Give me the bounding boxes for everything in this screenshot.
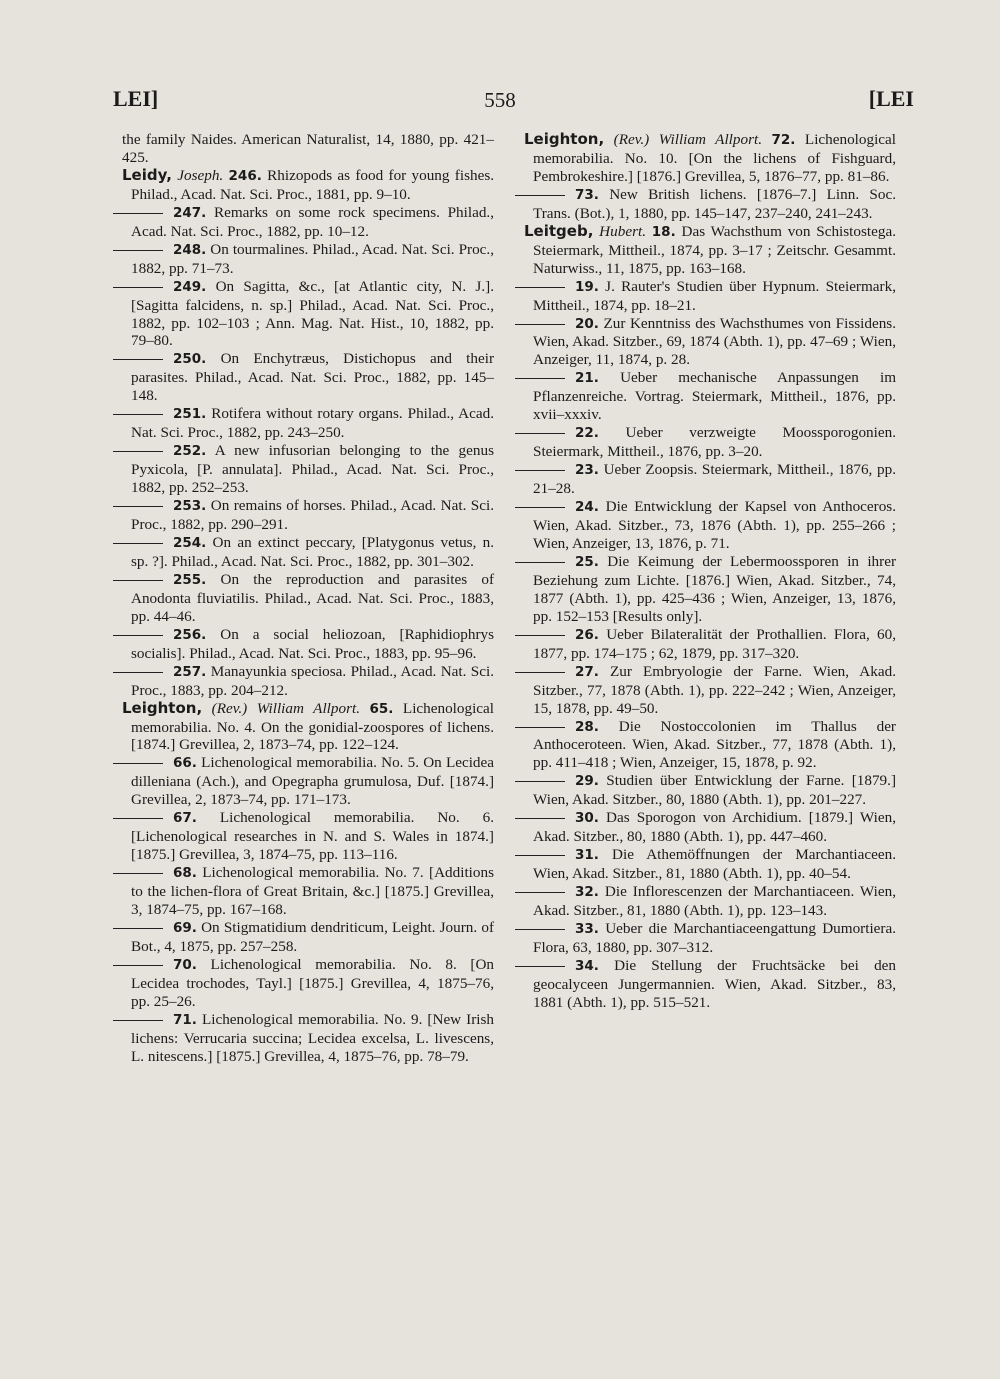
entry-text: Die Entwicklung der Kapsel von Anthoceros. Wien, Akad. Sitzber., 73, 1876 (Abth. 1), pp. 255–266 ; Wien, Anzeiger, 13, 1876, p. 71. xyxy=(533,498,896,552)
bibliography-entry xyxy=(524,920,896,957)
entry-text: On the reproduction and parasites of Anodonta fluviatilis. Philad., Acad. Nat. Sci. Proc., 1883, pp. 44–46. xyxy=(131,570,495,625)
entry-number: 73. xyxy=(575,186,599,203)
ditto-dash xyxy=(515,855,565,856)
entry-text: Rhizopods as food for young fishes. Philad., Acad. Nat. Sci. Proc., 1881, pp. 9–10. xyxy=(131,166,495,203)
bibliography-entry xyxy=(524,131,896,186)
entry-number: 71. xyxy=(173,1011,197,1028)
entry-number: 67. xyxy=(173,810,197,827)
author-surname: Leidy, xyxy=(122,165,172,184)
ditto-dash xyxy=(515,507,565,508)
ditto-dash xyxy=(515,892,565,893)
entry-text: Das Sporogon von Archidium. [1879.] Wien, Akad. Sitzber., 80, 1880 (Abth. 1), pp. 447–460. xyxy=(533,809,896,846)
ditto-dash xyxy=(515,378,565,379)
bibliography-entry xyxy=(122,534,494,571)
bibliography-entry xyxy=(524,883,896,920)
entry-number: 18. xyxy=(651,223,676,240)
entry-number: 246. xyxy=(228,167,262,184)
ditto-dash xyxy=(515,966,565,967)
ditto-dash xyxy=(515,635,565,636)
bibliography-entry xyxy=(122,442,494,497)
entry-number: 25. xyxy=(575,553,599,570)
author-forename: (Rev.) William Allport. xyxy=(211,699,360,717)
bibliography-entry xyxy=(122,809,494,864)
ditto-dash xyxy=(113,873,163,874)
bibliography-entry xyxy=(122,864,494,919)
author-surname: Leitgeb, xyxy=(524,221,594,240)
ditto-dash xyxy=(113,1020,163,1021)
entry-number: 27. xyxy=(575,663,599,680)
entry-number: 251. xyxy=(173,406,207,423)
header-left: LEI] xyxy=(113,86,159,111)
bibliography-entry xyxy=(122,167,494,204)
ditto-dash xyxy=(113,928,163,929)
bibliography-entry xyxy=(524,553,896,626)
entry-text: Die Inflorescenzen der Marchantiaceen. Wien, Akad. Sitzber., 81, 1880 (Abth. 1), pp. 123–143. xyxy=(533,883,896,920)
entry-text: Lichenological memorabilia. No. 7. [Additions to the lichen-flora of Great Britain, &c.] [1875.] Grevillea, 3, 1874–75, pp. 167–168. xyxy=(131,864,494,919)
entry-number: 257. xyxy=(173,663,207,680)
bibliography-entry xyxy=(524,957,896,1012)
ditto-dash xyxy=(113,763,163,764)
entry-text: On Enchytræus, Distichopus and their parasites. Philad., Acad. Nat. Sci. Proc., 1882, pp. 145–148. xyxy=(131,350,494,405)
bibliography-entry xyxy=(122,571,494,626)
author-surname: Leighton, xyxy=(122,698,203,717)
entry-text: Die Stellung der Fruchtsäcke bei den geocalyceen Jungermannien. Wien, Akad. Sitzber., 83, 1881 (Abth. 1), pp. 515–521. xyxy=(533,956,897,1011)
entry-text: Lichenological memorabilia. No. 10. [On the lichens of Fishguard, Pembrokeshire.] [1876.] Grevillea, 5, 1876–77, pp. 81–86. xyxy=(533,131,897,185)
bibliography-entry xyxy=(524,461,896,498)
ditto-dash xyxy=(515,929,565,930)
entry-text: Ueber mechanische Anpassungen im Pflanzenreiche. Vortrag. Steiermark, Mittheil., 1876, pp. xvii–xxxiv. xyxy=(533,369,897,424)
entry-number: 68. xyxy=(173,865,197,882)
entry-number: 34. xyxy=(575,957,599,974)
bibliography-entry xyxy=(122,626,494,663)
ditto-dash xyxy=(515,470,565,471)
entry-number: 31. xyxy=(575,847,599,864)
ditto-dash xyxy=(515,781,565,782)
bibliography-entry xyxy=(122,204,494,241)
entry-text: Das Wachsthum von Schistostega. Steiermark, Mittheil., 1874, pp. 3–17 ; Zeitschr. Gesammt. Naturwiss., 11, 1875, pp. 163–168. xyxy=(533,222,896,277)
entry-number: 29. xyxy=(575,773,599,790)
ditto-dash xyxy=(515,324,565,325)
bibliography-entry xyxy=(524,315,896,370)
entry-number: 248. xyxy=(173,241,207,258)
bibliography-entry xyxy=(122,350,494,405)
ditto-dash xyxy=(113,818,163,819)
entry-number: 254. xyxy=(173,534,207,551)
bibliography-entry xyxy=(122,278,494,351)
ditto-dash xyxy=(515,727,565,728)
bibliography-entry xyxy=(524,278,896,315)
entry-text: Lichenological memorabilia. No. 5. On Lecidea dilleniana (Ach.), and Opegrapha grumulosa, Duf. [1874.] Grevillea, 2, 1873–74, pp. 171–173. xyxy=(131,754,494,809)
entry-number: 66. xyxy=(173,755,197,772)
bibliography-entry xyxy=(524,424,896,461)
entry-text: Die Athemöffnungen der Marchantiaceen. Wien, Akad. Sitzber., 81, 1880 (Abth. 1), pp. 40–54. xyxy=(533,846,897,883)
entry-number: 28. xyxy=(575,718,599,735)
entry-number: 19. xyxy=(575,278,599,295)
ditto-dash xyxy=(515,562,565,563)
entry-number: 255. xyxy=(173,571,207,588)
ditto-dash xyxy=(113,506,163,507)
entry-number: 249. xyxy=(173,278,207,295)
entry-text: On Stigmatidium dendriticum, Leight. Journ. of Bot., 4, 1875, pp. 257–258. xyxy=(131,918,495,955)
ditto-dash xyxy=(515,433,565,434)
ditto-dash xyxy=(113,287,163,288)
entry-text: Rotifera without rotary organs. Philad., Acad. Nat. Sci. Proc., 1882, pp. 243–250. xyxy=(131,405,495,442)
ditto-dash xyxy=(515,195,565,196)
entry-number: 24. xyxy=(575,499,599,516)
bibliography-entry xyxy=(524,626,896,663)
entry-text: Ueber Zoopsis. Steiermark, Mittheil., 1876, pp. 21–28. xyxy=(533,461,896,498)
entry-text: Die Keimung der Lebermoossporen in ihrer Beziehung zum Lichte. [1876.] Wien, Akad. Sitzber., 74, 1877 (Abth. 1), pp. 425–436 ; Wien, Anzeiger, 13, 1876, pp. 152–153 [Results only]. xyxy=(533,552,897,625)
entry-text: J. Rauter's Studien über Hypnum. Steiermark, Mittheil., 1874, pp. 18–21. xyxy=(533,277,896,314)
bibliography-entry xyxy=(122,1011,494,1066)
entry-text: Lichenological memorabilia. No. 4. On the gonidial-zoospores of lichens. [1874.] Grevillea, 2, 1873–74, pp. 122–124. xyxy=(131,699,495,754)
bibliography-entry xyxy=(122,497,494,534)
bibliography-entry xyxy=(524,663,896,718)
bibliography-entry xyxy=(122,405,494,442)
entry-text: Lichenological memorabilia. No. 6. [Lichenological researches in N. and S. Wales in 1874.] [1875.] Grevillea, 3, 1874–75, pp. 113–116. xyxy=(131,809,494,864)
bibliography-entry xyxy=(524,809,896,846)
ditto-dash xyxy=(113,451,163,452)
ditto-dash xyxy=(113,414,163,415)
bibliography-entry xyxy=(524,718,896,773)
ditto-dash xyxy=(113,580,163,581)
entry-number: 33. xyxy=(575,920,599,937)
entry-text: On Sagitta, &c., [at Atlantic city, N. J.]. [Sagitta falcidens, n. sp.] Philad., Acad. Nat. Sci. Proc., 1882, pp. 102–103 ; Ann. Mag. Nat. Hist., 10, 1882, pp. 79–80. xyxy=(131,277,494,350)
bibliography-entry xyxy=(122,131,494,167)
entry-number: 252. xyxy=(173,443,207,460)
entry-text: Zur Kenntniss des Wachsthumes von Fissidens. Wien, Akad. Sitzber., 69, 1874 (Abth. 1), pp. 47–69 ; Wien, Anzeiger, 11, 1874, p. 28. xyxy=(533,314,897,369)
ditto-dash xyxy=(113,672,163,673)
entry-number: 65. xyxy=(369,700,394,717)
entry-number: 256. xyxy=(173,626,207,643)
bibliography-entry xyxy=(524,498,896,553)
author-forename: Joseph. xyxy=(177,166,224,184)
entry-text: Ueber Bilateralität der Prothallien. Flora, 60, 1877, pp. 174–175 ; 62, 1879, pp. 317–320. xyxy=(533,625,897,662)
header-right: [LEI xyxy=(868,86,914,111)
bibliography-entry xyxy=(524,186,896,223)
bibliography-entry xyxy=(524,846,896,883)
ditto-dash xyxy=(113,213,163,214)
bibliography-entry xyxy=(122,754,494,809)
entry-text: Ueber die Marchantiaceengattung Dumortiera. Flora, 63, 1880, pp. 307–312. xyxy=(533,919,897,956)
entry-text: On remains of horses. Philad., Acad. Nat. Sci. Proc., 1882, pp. 290–291. xyxy=(131,497,495,534)
ditto-dash xyxy=(113,250,163,251)
entry-number: 69. xyxy=(173,919,197,936)
left-column xyxy=(122,131,494,1066)
entry-text: On an extinct peccary, [Platygonus vetus, n. sp. ?]. Philad., Acad. Nat. Sci. Proc., 1882, pp. 301–302. xyxy=(131,533,494,570)
ditto-dash xyxy=(515,287,565,288)
bibliography-entry xyxy=(122,663,494,700)
author-forename: (Rev.) William Allport. xyxy=(613,131,762,148)
entry-text: the family Naides. American Naturalist, 14, 1880, pp. 421–425. xyxy=(122,131,494,166)
author-surname: Leighton, xyxy=(524,130,605,148)
right-column xyxy=(524,131,896,1012)
bibliography-entry xyxy=(122,700,494,755)
entry-number: 23. xyxy=(575,462,599,479)
entry-number: 72. xyxy=(771,132,796,148)
entry-text: On a social heliozoan, [Raphidiophrys socialis]. Philad., Acad. Nat. Sci. Proc., 1883, pp. 95–96. xyxy=(131,625,495,662)
bibliography-entry xyxy=(524,369,896,424)
ditto-dash xyxy=(113,543,163,544)
entry-text: Lichenological memorabilia. No. 9. [New Irish lichens: Verrucaria succina; Lecidea excelsa, L. livescens, L. nitescens.] [1875.] Grevillea, 4, 1875–76, pp. 78–79. xyxy=(131,1010,495,1065)
ditto-dash xyxy=(113,635,163,636)
ditto-dash xyxy=(113,965,163,966)
entry-number: 70. xyxy=(173,956,197,973)
bibliography-entry xyxy=(524,223,896,278)
entry-text: Remarks on some rock specimens. Philad., Acad. Nat. Sci. Proc., 1882, pp. 10–12. xyxy=(131,203,495,240)
bibliography-entry xyxy=(122,919,494,956)
entry-text: A new infusorian belonging to the genus Pyxicola, [P. annulata]. Philad., Acad. Nat. Sci. Proc., 1882, pp. 252–253. xyxy=(131,442,494,497)
entry-text: Die Nostoccolonien im Thallus der Anthoceroteen. Wien, Akad. Sitzber., 77, 1878 (Abth. 1), pp. 411–418 ; Wien, Anzeiger, 15, 1878, p. 92. xyxy=(533,717,896,772)
entry-number: 20. xyxy=(575,315,599,332)
entry-number: 247. xyxy=(173,204,207,221)
entry-text: On tourmalines. Philad., Acad. Nat. Sci. Proc., 1882, pp. 71–73. xyxy=(131,240,494,277)
bibliography-entry xyxy=(122,956,494,1011)
entry-text: Lichenological memorabilia. No. 8. [On Lecidea trochodes, Tayl.] [1875.] Grevillea, 4, 1875–76, pp. 25–26. xyxy=(131,955,495,1010)
author-forename: Hubert. xyxy=(599,222,646,240)
entry-number: 26. xyxy=(575,626,599,643)
ditto-dash xyxy=(113,359,163,360)
entry-text: Manayunkia speciosa. Philad., Acad. Nat. Sci. Proc., 1883, pp. 204–212. xyxy=(131,662,494,699)
entry-number: 21. xyxy=(575,370,599,387)
ditto-dash xyxy=(515,818,565,819)
entry-number: 32. xyxy=(575,884,599,901)
entry-text: Zur Embryologie der Farne. Wien, Akad. Sitzber., 77, 1878 (Abth. 1), pp. 222–242 ; Wien, Anzeiger, 15, 1878, pp. 49–50. xyxy=(533,662,897,717)
ditto-dash xyxy=(515,672,565,673)
entry-number: 30. xyxy=(575,810,599,827)
bibliography-entry xyxy=(122,241,494,278)
entry-number: 250. xyxy=(173,351,207,368)
bibliography-entry xyxy=(524,772,896,809)
page-number: 558 xyxy=(484,88,516,112)
entry-number: 253. xyxy=(173,498,207,515)
entry-text: New British lichens. [1876–7.] Linn. Soc. Trans. (Bot.), 1, 1880, pp. 145–147, 237–240, 241–243. xyxy=(533,185,896,222)
entry-number: 22. xyxy=(575,425,599,442)
entry-text: Studien über Entwicklung der Farne. [1879.] Wien, Akad. Sitzber., 80, 1880 (Abth. 1), pp. 201–227. xyxy=(533,772,896,809)
entry-text: Ueber verzweigte Moossporogonien. Steiermark, Mittheil., 1876, pp. 3–20. xyxy=(533,424,896,461)
